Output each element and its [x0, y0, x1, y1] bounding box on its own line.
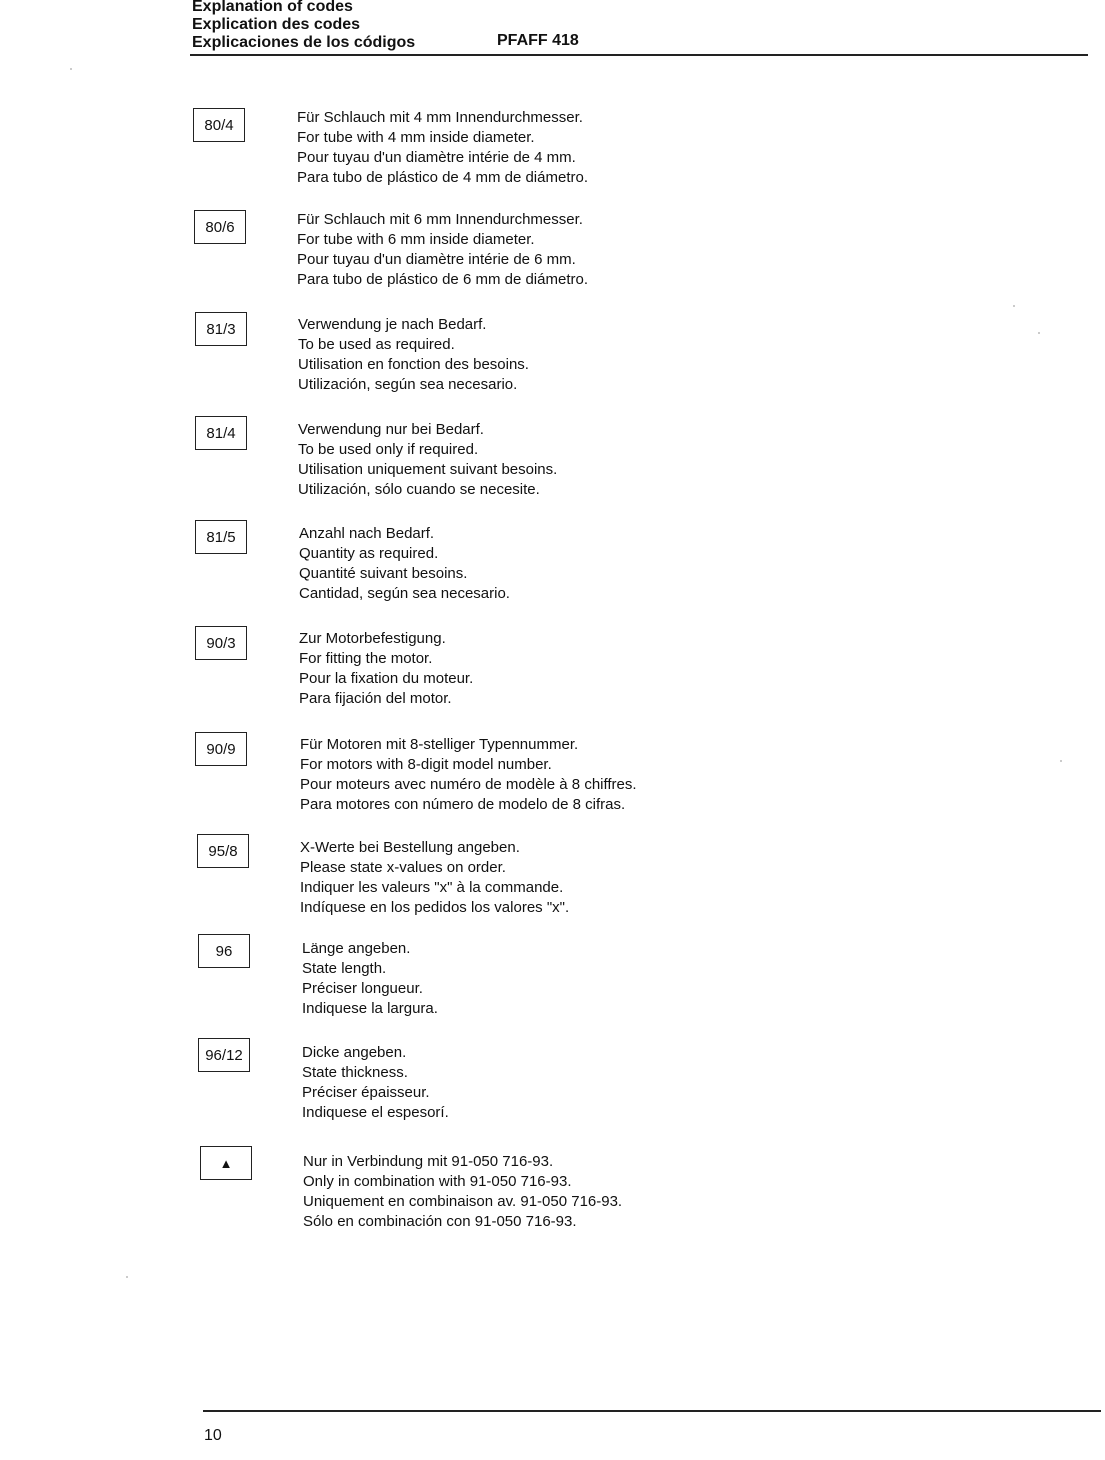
description-es: Utilización, sólo cuando se necesite.: [298, 481, 540, 498]
header-title-es: Explicaciones de los códigos: [192, 34, 416, 51]
code-label: 90/9: [206, 740, 236, 758]
code-label: 81/3: [206, 320, 236, 338]
description-es: Para tubo de plástico de 6 mm de diámetro.: [297, 271, 588, 288]
description-de: X-Werte bei Bestellung angeben.: [300, 839, 520, 856]
description-es: Para motores con número de modelo de 8 cifras.: [300, 796, 626, 813]
description-es: Indiquese el espesorí.: [302, 1104, 449, 1121]
description-en: Only in combination with 91-050 716-93.: [303, 1173, 572, 1190]
code-label: 80/6: [205, 218, 235, 236]
description-fr: Pour tuyau d'un diamètre intérie de 4 mm.: [297, 149, 576, 166]
description-fr: Pour moteurs avec numéro de modèle à 8 chiffres.: [300, 776, 637, 793]
code-label: 95/8: [208, 842, 238, 860]
scan-speck: [126, 1276, 128, 1278]
description-es: Sólo en combinación con 91-050 716-93.: [303, 1213, 577, 1230]
description-es: Cantidad, según sea necesario.: [299, 585, 510, 602]
description-de: Nur in Verbindung mit 91-050 716-93.: [303, 1153, 554, 1170]
header-title-fr: Explication des codes: [192, 16, 361, 33]
description-de: Dicke angeben.: [302, 1044, 407, 1061]
description-es: Para fijación del motor.: [299, 690, 452, 707]
code-label: 96/12: [205, 1046, 243, 1064]
description-es: Utilización, según sea necesario.: [298, 376, 518, 393]
code-label: 96: [215, 942, 233, 960]
header-model: PFAFF 418: [497, 32, 579, 49]
code-box: [200, 1146, 252, 1180]
description-de: Für Motoren mit 8-stelliger Typennummer.: [300, 736, 579, 753]
description-en: For fitting the motor.: [299, 650, 433, 667]
description-fr: Préciser longueur.: [302, 980, 423, 997]
description-de: Verwendung je nach Bedarf.: [298, 316, 487, 333]
code-box: [195, 520, 247, 554]
code-description: [298, 315, 529, 395]
description-fr: Pour tuyau d'un diamètre intérie de 6 mm.: [297, 251, 576, 268]
description-fr: Indiquer les valeurs "x" à la commande.: [300, 879, 564, 896]
code-box: [194, 210, 246, 244]
footer-divider: [203, 1410, 1101, 1412]
description-fr: Quantité suivant besoins.: [299, 565, 468, 582]
description-en: To be used only if required.: [298, 441, 479, 458]
code-description: [302, 1043, 449, 1123]
code-box: [195, 626, 247, 660]
description-fr: Uniquement en combinaison av. 91-050 716-93.: [303, 1193, 623, 1210]
description-en: For tube with 4 mm inside diameter.: [297, 129, 535, 146]
scan-speck: [1013, 305, 1015, 307]
description-de: Für Schlauch mit 6 mm Innendurchmesser.: [297, 211, 583, 228]
description-en: State length.: [302, 960, 387, 977]
header-divider: [190, 54, 1088, 56]
description-de: Verwendung nur bei Bedarf.: [298, 421, 484, 438]
description-de: Länge angeben.: [302, 940, 411, 957]
code-label: 81/4: [206, 424, 236, 442]
description-en: Please state x-values on order.: [300, 859, 506, 876]
code-description: [298, 420, 557, 500]
code-box: [197, 834, 249, 868]
description-es: Indíquese en los pedidos los valores "x".: [300, 899, 570, 916]
page-number: 10: [204, 1427, 222, 1444]
code-box: [198, 934, 250, 968]
triangle-marker-icon: ▲: [219, 1155, 233, 1171]
description-fr: Utilisation en fonction des besoins.: [298, 356, 529, 373]
code-description: [300, 838, 569, 918]
scan-speck: [1060, 760, 1062, 762]
code-description: [297, 210, 588, 290]
description-en: State thickness.: [302, 1064, 408, 1081]
description-en: To be used as required.: [298, 336, 455, 353]
code-description: [303, 1152, 622, 1232]
code-box: [198, 1038, 250, 1072]
code-description: [299, 524, 510, 604]
code-description: [297, 108, 588, 188]
description-de: Anzahl nach Bedarf.: [299, 525, 435, 542]
code-box: [195, 312, 247, 346]
code-label: 80/4: [204, 116, 234, 134]
description-fr: Utilisation uniquement suivant besoins.: [298, 461, 558, 478]
code-box: [195, 732, 247, 766]
description-es: Para tubo de plástico de 4 mm de diámetro.: [297, 169, 588, 186]
code-box: [195, 416, 247, 450]
header-titles: [192, 0, 415, 52]
scan-speck: [1038, 332, 1040, 334]
description-de: Für Schlauch mit 4 mm Innendurchmesser.: [297, 109, 583, 126]
description-es: Indiquese la largura.: [302, 1000, 438, 1017]
code-box: [193, 108, 245, 142]
code-description: [299, 629, 473, 709]
code-label: 90/3: [206, 634, 236, 652]
description-fr: Préciser épaisseur.: [302, 1084, 430, 1101]
description-en: Quantity as required.: [299, 545, 439, 562]
scan-speck: [70, 68, 72, 70]
description-de: Zur Motorbefestigung.: [299, 630, 446, 647]
description-en: For motors with 8-digit model number.: [300, 756, 552, 773]
code-description: [302, 939, 438, 1019]
code-description: [300, 735, 637, 815]
description-fr: Pour la fixation du moteur.: [299, 670, 474, 687]
header-title-en: Explanation of codes: [192, 0, 353, 15]
description-en: For tube with 6 mm inside diameter.: [297, 231, 535, 248]
code-label: 81/5: [206, 528, 236, 546]
